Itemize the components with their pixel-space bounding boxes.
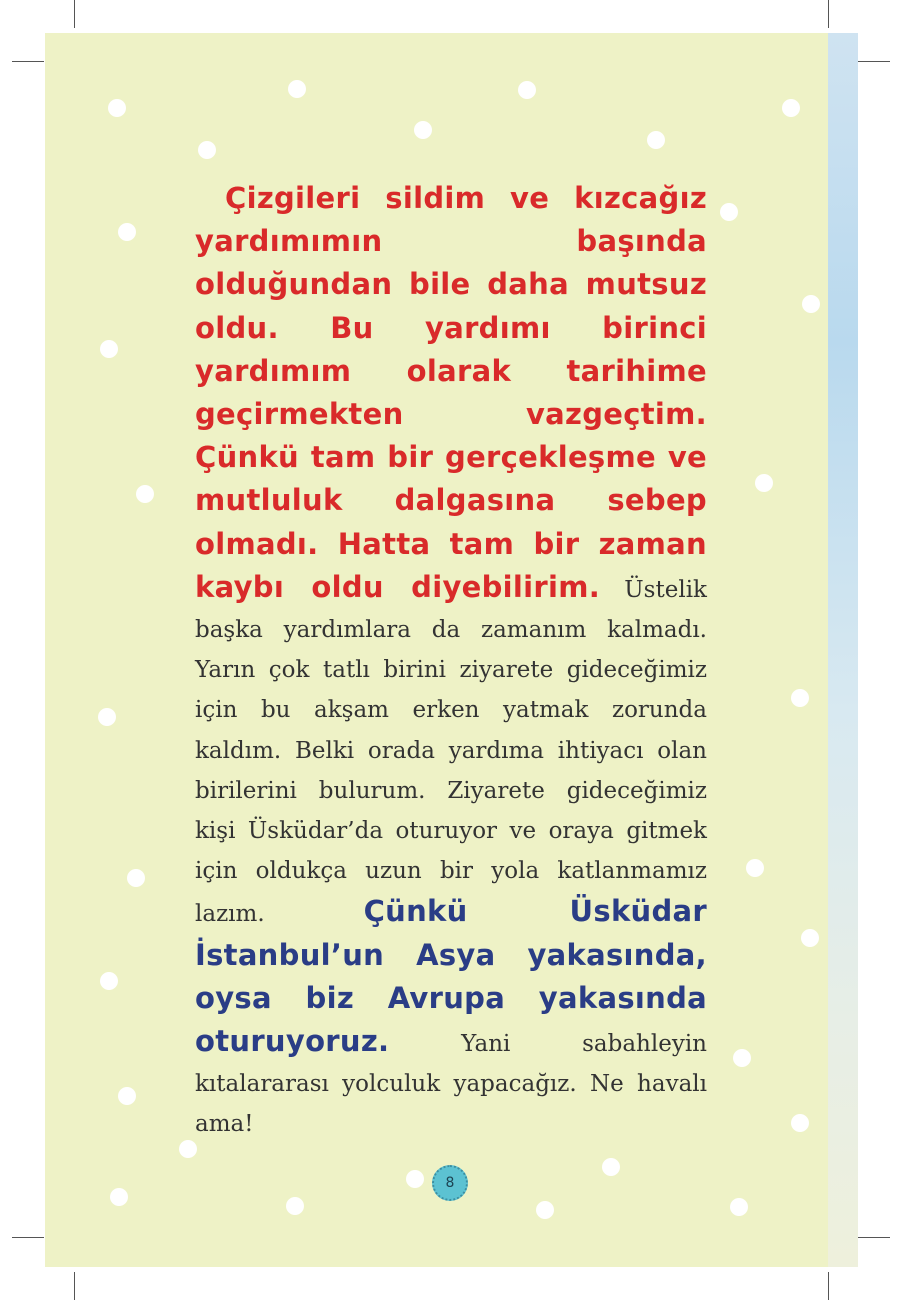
crop-mark	[12, 61, 44, 62]
plain-passage-2: Yani sabahleyin kıtalararası yolculuk yapacağız. Ne havalı ama!	[195, 1031, 707, 1138]
page-number: 8	[445, 1175, 455, 1191]
crop-mark	[12, 1237, 44, 1238]
crop-mark	[858, 61, 890, 62]
adjacent-page-sky-strip	[828, 33, 858, 1267]
crop-mark	[74, 1272, 75, 1300]
red-passage: Çizgileri sildim ve kızcağız yardımımın başında olduğundan bile daha mutsuz oldu. Bu yardımı birinci yardımım olarak tarihime geçirmekten vazgeçtim. Çünkü tam bir gerçekleşme ve mutluluk dalgasına sebep olmadı. Hatta tam bir zaman kaybı oldu diyebilirim.	[195, 181, 707, 604]
crop-mark	[828, 1272, 829, 1300]
crop-mark	[858, 1237, 890, 1238]
page-number-badge	[432, 1165, 468, 1201]
crop-mark	[74, 0, 75, 28]
blue-passage: Çünkü Üsküdar İstanbul’un Asya yakasında, oysa biz Avrupa yakasında oturuyoruz.	[195, 894, 708, 1059]
crop-mark	[828, 0, 829, 28]
plain-passage-1: Üstelik başka yardımlara da zamanım kalmadı. Yarın çok tatlı birini ziyarete gideceğimiz için bu akşam erken yatmak zorunda kaldım. Belki orada yardıma ihtiyacı olan birilerini bulurum. Ziyarete gideceğimiz kişi Üsküdar’da oturuyor ve oraya gitmek için oldukça uzun bir yola katlanmamız lazım.	[195, 576, 707, 928]
story-text	[195, 178, 707, 1145]
